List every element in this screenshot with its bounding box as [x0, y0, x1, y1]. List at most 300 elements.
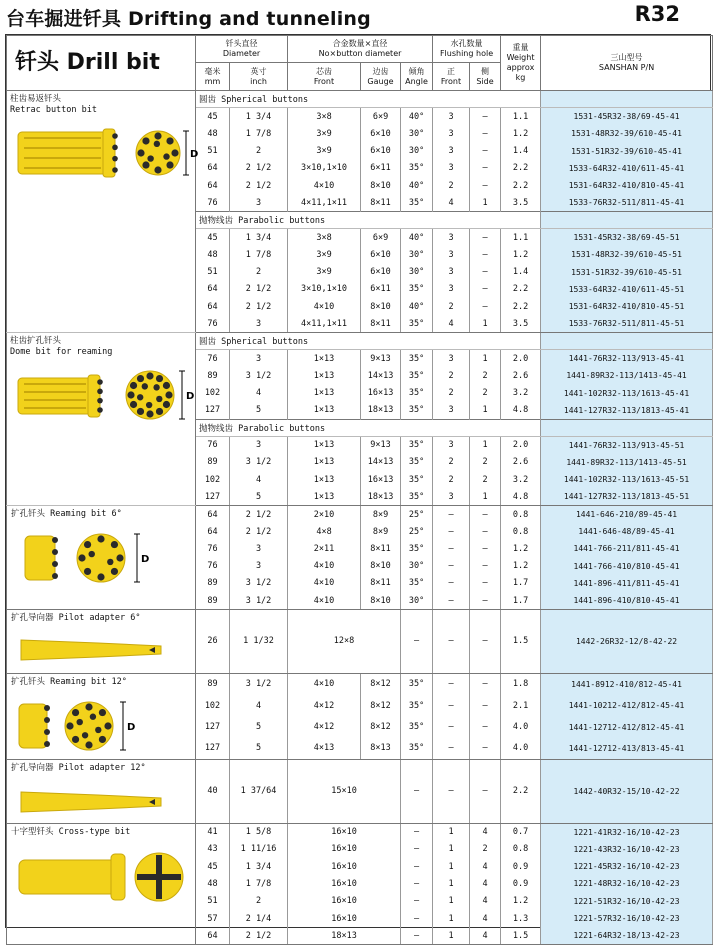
cell-inch: 5 — [230, 738, 288, 760]
cell-flush-side: – — [470, 592, 501, 609]
header-f-side: 侧 Side — [470, 63, 501, 91]
cell-angle: – — [401, 759, 433, 823]
cell-mm: 102 — [196, 385, 230, 402]
cell-gauge: 8×10 — [361, 177, 401, 194]
cell-flush-side: – — [470, 298, 501, 315]
cell-angle: – — [401, 858, 433, 875]
cell-front: 3×8 — [288, 229, 361, 246]
cell-angle: 30° — [401, 592, 433, 609]
cell-flush-side: – — [470, 673, 501, 695]
cell-weight: 1.7 — [501, 575, 541, 592]
cell-flush-front: – — [433, 540, 470, 557]
section-description — [7, 759, 196, 823]
cell-flush-front: – — [433, 523, 470, 540]
cell-part-number: 1533-64R32-410/611-45-41 — [541, 160, 713, 177]
cell-flush-side: 1 — [470, 488, 501, 505]
cell-front: 4×10 — [288, 592, 361, 609]
cell-inch: 3 1/2 — [230, 592, 288, 609]
cell-angle: 25° — [401, 506, 433, 523]
cell-flush-front: – — [433, 609, 470, 673]
cell-front: 1×13 — [288, 436, 361, 453]
cell-inch: 4 — [230, 385, 288, 402]
cell-gauge: 8×10 — [361, 592, 401, 609]
cell-inch: 2 1/2 — [230, 523, 288, 540]
cell-flush-side: 1 — [470, 402, 501, 419]
cell-gauge: 8×13 — [361, 738, 401, 760]
cell-mm: 127 — [196, 716, 230, 738]
header-angle: 倾角 Angle — [401, 63, 433, 91]
subgroup-label: 圆齿 Spherical buttons — [196, 91, 541, 108]
cell-mm: 45 — [196, 108, 230, 125]
cell-weight: 1.2 — [501, 540, 541, 557]
cell-mm: 89 — [196, 592, 230, 609]
cell-flush-front: 4 — [433, 194, 470, 211]
cell-angle: 35° — [401, 281, 433, 298]
cell-part-number: 1531-48R32-39/610-45-51 — [541, 246, 713, 263]
cell-weight: 0.8 — [501, 841, 541, 858]
cell-weight: 1.2 — [501, 125, 541, 142]
cell-weight: 1.8 — [501, 673, 541, 695]
cell-inch: 1 3/4 — [230, 229, 288, 246]
cell-weight: 4.8 — [501, 402, 541, 419]
cell-inch: 3 — [230, 436, 288, 453]
cell-flush-side: – — [470, 263, 501, 280]
cell-gauge: 8×12 — [361, 673, 401, 695]
cell-flush-front: 3 — [433, 263, 470, 280]
cell-gauge: 8×12 — [361, 716, 401, 738]
cell-mm: 48 — [196, 875, 230, 892]
cell-weight: 2.1 — [501, 695, 541, 717]
cell-weight: 1.2 — [501, 893, 541, 910]
cell-flush-side: – — [470, 177, 501, 194]
cell-inch: 5 — [230, 488, 288, 505]
cell-angle: 30° — [401, 125, 433, 142]
cell-flush-side: – — [470, 540, 501, 557]
cell-front: 4×10 — [288, 575, 361, 592]
cell-part-number: 1441-127R32-113/1813-45-51 — [541, 488, 713, 505]
section-name: 扩孔钎头 Reaming bit 6° — [11, 509, 122, 520]
cell-angle: 30° — [401, 246, 433, 263]
cell-part-number: 1531-51R32-39/610-45-51 — [541, 263, 713, 280]
header-inch: 英寸 inch — [230, 63, 288, 91]
cell-front: 15×10 — [288, 759, 401, 823]
cell-angle: 30° — [401, 558, 433, 575]
cell-front: 4×10 — [288, 177, 361, 194]
cell-front: 12×8 — [288, 609, 401, 673]
cell-flush-front: – — [433, 738, 470, 760]
cell-flush-front: – — [433, 695, 470, 717]
cell-weight: 3.5 — [501, 315, 541, 332]
cell-mm: 76 — [196, 558, 230, 575]
section-name: 十字型钎头 Cross-type bit — [11, 826, 131, 837]
section-description — [7, 609, 196, 673]
cell-front: 4×11,1×11 — [288, 194, 361, 211]
cell-mm: 48 — [196, 246, 230, 263]
cell-angle: 35° — [401, 160, 433, 177]
cell-part-number: 1533-76R32-511/811-45-41 — [541, 194, 713, 211]
cell-inch: 3 — [230, 540, 288, 557]
cell-angle: 35° — [401, 315, 433, 332]
cell-inch: 5 — [230, 402, 288, 419]
cell-weight: 2.2 — [501, 759, 541, 823]
cell-weight: 1.4 — [501, 142, 541, 159]
cell-flush-side: 4 — [470, 875, 501, 892]
cell-part-number: 1531-64R32-410/810-45-41 — [541, 177, 713, 194]
cell-part-number: 1441-896-411/811-45-41 — [541, 575, 713, 592]
cell-mm: 76 — [196, 194, 230, 211]
section-name: 扩孔钎头 Reaming bit 12° — [11, 676, 127, 687]
cell-front: 3×9 — [288, 125, 361, 142]
cell-gauge: 8×9 — [361, 506, 401, 523]
cell-angle: 35° — [401, 488, 433, 505]
cell-mm: 51 — [196, 142, 230, 159]
cell-part-number: 1441-89R32-113/1413-45-51 — [541, 454, 713, 471]
cell-weight: 0.8 — [501, 506, 541, 523]
retrac-bit-illustration — [10, 122, 199, 187]
cell-gauge: 16×13 — [361, 385, 401, 402]
cell-gauge: 6×9 — [361, 229, 401, 246]
cell-flush-side: 1 — [470, 194, 501, 211]
cell-angle: – — [401, 823, 433, 840]
cell-inch: 3 1/2 — [230, 673, 288, 695]
cell-front: 16×10 — [288, 823, 401, 840]
cell-angle: 35° — [401, 436, 433, 453]
cell-flush-side: 4 — [470, 823, 501, 840]
header-mm: 毫米 mm — [196, 63, 230, 91]
cell-part-number: 1221-48R32-16/10-42-23 — [541, 875, 713, 892]
cell-weight: 1.5 — [501, 927, 541, 944]
cell-weight: 1.2 — [501, 246, 541, 263]
model-code: R32 — [634, 2, 680, 26]
cell-part-number: 1441-8912-410/812-45-41 — [541, 673, 713, 695]
header-sanshan: 三山型号 SANSHAN P/N — [541, 36, 713, 91]
cell-gauge: 6×9 — [361, 108, 401, 125]
cell-angle: 35° — [401, 540, 433, 557]
cell-flush-side: 1 — [470, 350, 501, 367]
cell-flush-front: – — [433, 592, 470, 609]
spec-table — [6, 35, 713, 945]
subgroup-row — [7, 91, 713, 108]
cell-front: 1×13 — [288, 385, 361, 402]
section-description — [7, 91, 199, 333]
section-name: 扩孔导向器 Pilot adapter 12° — [11, 762, 146, 773]
cell-flush-front: 4 — [433, 315, 470, 332]
cell-flush-side: 4 — [470, 910, 501, 927]
cell-flush-front: 1 — [433, 875, 470, 892]
pn-blank — [541, 333, 713, 350]
header-alloy: 合金数量×直径 No×button diameter — [288, 36, 433, 63]
cell-part-number: 1221-51R32-16/10-42-23 — [541, 893, 713, 910]
dim-label: D — [141, 554, 150, 566]
cell-part-number: 1441-76R32-113/913-45-41 — [541, 350, 713, 367]
cell-inch: 1 3/4 — [230, 858, 288, 875]
cell-part-number: 1441-89R32-113/1413-45-41 — [541, 367, 713, 384]
cell-flush-side: – — [470, 609, 501, 673]
cell-angle: 35° — [401, 385, 433, 402]
cell-front: 3×9 — [288, 142, 361, 159]
section-name: 扩孔导向器 Pilot adapter 6° — [11, 612, 141, 623]
cell-part-number: 1221-64R32-18/13-42-23 — [541, 927, 713, 944]
cell-angle: – — [401, 875, 433, 892]
cell-front: 16×10 — [288, 841, 401, 858]
cell-weight: 4.8 — [501, 488, 541, 505]
cell-angle: 35° — [401, 673, 433, 695]
cell-mm: 41 — [196, 823, 230, 840]
cell-mm: 102 — [196, 695, 230, 717]
cell-gauge: 8×11 — [361, 315, 401, 332]
cell-inch: 3 — [230, 194, 288, 211]
cell-weight: 0.9 — [501, 875, 541, 892]
section-name-en: Retrac button bit — [10, 105, 97, 115]
cell-flush-front: 2 — [433, 298, 470, 315]
cell-weight: 2.6 — [501, 367, 541, 384]
cell-flush-side: – — [470, 523, 501, 540]
cell-mm: 64 — [196, 523, 230, 540]
cell-weight: 2.2 — [501, 177, 541, 194]
cell-angle: 35° — [401, 454, 433, 471]
cross-bit-illustration — [11, 844, 191, 910]
cell-part-number: 1531-45R32-38/69-45-51 — [541, 229, 713, 246]
cell-inch: 1 11/16 — [230, 841, 288, 858]
cell-weight: 0.8 — [501, 523, 541, 540]
cell-inch: 2 1/4 — [230, 910, 288, 927]
cell-inch: 3 — [230, 315, 288, 332]
cell-gauge: 8×12 — [361, 695, 401, 717]
cell-front: 4×13 — [288, 738, 361, 760]
cell-weight: 0.9 — [501, 858, 541, 875]
cell-flush-side: – — [470, 695, 501, 717]
cell-part-number: 1441-10212-412/812-45-41 — [541, 695, 713, 717]
cell-angle: 40° — [401, 229, 433, 246]
cell-mm: 127 — [196, 402, 230, 419]
cell-angle: 40° — [401, 298, 433, 315]
header-weight: 重量 Weight approx kg — [501, 36, 541, 91]
cell-front: 1×13 — [288, 488, 361, 505]
reaming-bit-6-illustration — [11, 526, 191, 588]
cell-flush-front: 2 — [433, 367, 470, 384]
cell-gauge: 8×10 — [361, 558, 401, 575]
section-name: 柱齿扩孔钎头 — [10, 336, 62, 347]
cell-part-number: 1441-896-410/810-45-41 — [541, 592, 713, 609]
cell-weight: 1.1 — [501, 108, 541, 125]
cell-angle: – — [401, 927, 433, 944]
cell-inch: 2 — [230, 893, 288, 910]
subgroup-label: 抛物线齿 Parabolic buttons — [196, 419, 541, 436]
cell-weight: 2.6 — [501, 454, 541, 471]
cell-mm: 76 — [196, 315, 230, 332]
cell-part-number: 1441-76R32-113/913-45-51 — [541, 436, 713, 453]
cell-inch: 3 — [230, 558, 288, 575]
cell-gauge: 8×11 — [361, 540, 401, 557]
cell-front: 1×13 — [288, 367, 361, 384]
cell-front: 4×10 — [288, 558, 361, 575]
cell-flush-side: – — [470, 125, 501, 142]
cell-front: 4×10 — [288, 673, 361, 695]
cell-flush-side: – — [470, 108, 501, 125]
cell-front: 1×13 — [288, 471, 361, 488]
cell-part-number: 1441-646-210/89-45-41 — [541, 506, 713, 523]
cell-flush-side: – — [470, 575, 501, 592]
cell-front: 4×12 — [288, 695, 361, 717]
cell-flush-side: – — [470, 716, 501, 738]
cell-inch: 1 37/64 — [230, 759, 288, 823]
dome-bit-illustration — [10, 364, 195, 426]
cell-gauge: 6×10 — [361, 263, 401, 280]
cell-inch: 2 — [230, 142, 288, 159]
cell-flush-front: – — [433, 558, 470, 575]
cell-flush-front: 3 — [433, 402, 470, 419]
cell-flush-front: 3 — [433, 108, 470, 125]
cell-weight: 1.2 — [501, 558, 541, 575]
cell-inch: 2 1/2 — [230, 298, 288, 315]
subgroup-row — [7, 333, 713, 350]
cell-angle: 40° — [401, 177, 433, 194]
cell-front: 4×8 — [288, 523, 361, 540]
cell-mm: 89 — [196, 367, 230, 384]
cell-front: 16×10 — [288, 858, 401, 875]
cell-flush-side: 2 — [470, 367, 501, 384]
cell-mm: 64 — [196, 160, 230, 177]
cell-part-number: 1441-12712-413/813-45-41 — [541, 738, 713, 760]
cell-gauge: 18×13 — [361, 402, 401, 419]
cell-front: 4×12 — [288, 716, 361, 738]
table-row — [7, 673, 713, 695]
cell-inch: 4 — [230, 695, 288, 717]
cell-gauge: 6×10 — [361, 125, 401, 142]
cell-part-number: 1221-43R32-16/10-42-23 — [541, 841, 713, 858]
cell-mm: 76 — [196, 350, 230, 367]
cell-inch: 1 3/4 — [230, 108, 288, 125]
cell-mm: 89 — [196, 454, 230, 471]
cell-weight: 2.0 — [501, 436, 541, 453]
cell-weight: 4.0 — [501, 716, 541, 738]
cell-inch: 2 1/2 — [230, 506, 288, 523]
pn-blank — [541, 419, 713, 436]
cell-flush-front: 3 — [433, 160, 470, 177]
section-description — [7, 673, 196, 759]
cell-front: 3×9 — [288, 263, 361, 280]
cell-angle: 35° — [401, 194, 433, 211]
cell-front: 1×13 — [288, 402, 361, 419]
cell-part-number: 1441-766-211/811-45-41 — [541, 540, 713, 557]
cell-flush-front: – — [433, 506, 470, 523]
cell-part-number: 1441-127R32-113/1813-45-41 — [541, 402, 713, 419]
subgroup-label: 圆齿 Spherical buttons — [196, 333, 541, 350]
cell-gauge: 9×13 — [361, 350, 401, 367]
cell-part-number: 1533-64R32-410/611-45-51 — [541, 281, 713, 298]
pilot-adapter-12-illustration — [11, 780, 191, 820]
table-row — [7, 506, 713, 523]
cell-angle: 35° — [401, 575, 433, 592]
header-flushing: 水孔数量 Flushing hole — [433, 36, 501, 63]
cell-weight: 4.0 — [501, 738, 541, 760]
cell-front: 16×10 — [288, 910, 401, 927]
cell-mm: 102 — [196, 471, 230, 488]
cell-flush-front: 3 — [433, 229, 470, 246]
reaming-bit-12-illustration — [11, 694, 191, 756]
cell-angle: 35° — [401, 367, 433, 384]
cell-flush-side: 4 — [470, 893, 501, 910]
cell-inch: 4 — [230, 471, 288, 488]
cell-mm: 127 — [196, 738, 230, 760]
cell-part-number: 1442-26R32-12/8-42-22 — [541, 609, 713, 673]
cell-part-number: 1441-12712-412/812-45-41 — [541, 716, 713, 738]
cell-front: 18×13 — [288, 927, 401, 944]
cell-angle: 30° — [401, 142, 433, 159]
cell-weight: 1.1 — [501, 229, 541, 246]
cell-weight: 1.4 — [501, 263, 541, 280]
cell-front: 4×10 — [288, 298, 361, 315]
cell-flush-front: – — [433, 716, 470, 738]
cell-front: 3×8 — [288, 108, 361, 125]
cell-weight: 2.2 — [501, 160, 541, 177]
header-bit-diameter: 钎头直径 Diameter — [196, 36, 288, 63]
cell-front: 3×10,1×10 — [288, 160, 361, 177]
cell-part-number: 1531-45R32-38/69-45-41 — [541, 108, 713, 125]
cell-flush-side: – — [470, 246, 501, 263]
dim-label: D — [186, 391, 195, 403]
cell-part-number: 1531-64R32-410/810-45-51 — [541, 298, 713, 315]
cell-flush-front: – — [433, 673, 470, 695]
cell-inch: 2 1/2 — [230, 160, 288, 177]
cell-mm: 89 — [196, 673, 230, 695]
table-row — [7, 823, 713, 840]
cell-mm: 64 — [196, 298, 230, 315]
cell-weight: 2.2 — [501, 281, 541, 298]
cell-angle: 35° — [401, 738, 433, 760]
cell-angle: – — [401, 841, 433, 858]
cell-flush-side: – — [470, 558, 501, 575]
cell-flush-side: 1 — [470, 436, 501, 453]
cell-angle: – — [401, 609, 433, 673]
cell-flush-side: 2 — [470, 841, 501, 858]
pn-blank — [541, 212, 713, 229]
cell-flush-side: 1 — [470, 315, 501, 332]
cell-mm: 45 — [196, 229, 230, 246]
cell-inch: 1 1/32 — [230, 609, 288, 673]
cell-part-number: 1221-57R32-16/10-42-23 — [541, 910, 713, 927]
cell-flush-front: 3 — [433, 488, 470, 505]
cell-angle: – — [401, 910, 433, 927]
cell-inch: 2 — [230, 263, 288, 280]
dim-label: D — [127, 721, 136, 733]
cell-gauge: 8×10 — [361, 298, 401, 315]
cell-flush-front: 3 — [433, 246, 470, 263]
cell-inch: 3 — [230, 350, 288, 367]
header-f-front: 正 Front — [433, 63, 470, 91]
cell-gauge: 6×11 — [361, 281, 401, 298]
cell-angle: 35° — [401, 350, 433, 367]
cell-flush-front: 3 — [433, 281, 470, 298]
cell-flush-front: 2 — [433, 471, 470, 488]
section-name-en: Dome bit for reaming — [10, 347, 113, 358]
cell-front: 16×10 — [288, 875, 401, 892]
cell-part-number: 1531-48R32-39/610-45-41 — [541, 125, 713, 142]
section-description — [7, 333, 196, 506]
cell-part-number: 1221-41R32-16/10-42-23 — [541, 823, 713, 840]
cell-part-number: 1533-76R32-511/811-45-51 — [541, 315, 713, 332]
cell-inch: 1 5/8 — [230, 823, 288, 840]
section-name: 柱齿易返钎头 — [10, 94, 62, 104]
cell-mm: 64 — [196, 281, 230, 298]
cell-flush-side: 2 — [470, 471, 501, 488]
page-title: 台车掘进钎具 Drifting and tunneling — [6, 8, 371, 30]
cell-flush-front: – — [433, 575, 470, 592]
cell-flush-front: 3 — [433, 350, 470, 367]
cell-weight: 0.7 — [501, 823, 541, 840]
cell-flush-front: 2 — [433, 454, 470, 471]
cell-flush-front: 3 — [433, 436, 470, 453]
